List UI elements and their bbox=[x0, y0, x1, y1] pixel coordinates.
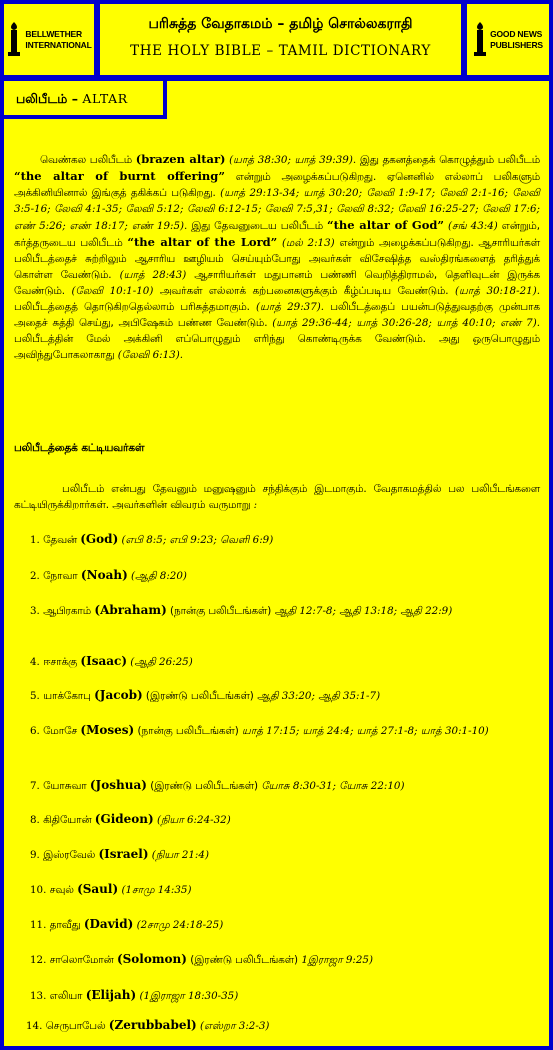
term-english: ALTAR bbox=[82, 91, 128, 106]
item-number: 10. bbox=[30, 884, 47, 896]
builder-name: சாலொமோன் bbox=[49, 954, 114, 966]
scripture-ref: (யாத் 29:37). bbox=[256, 301, 325, 313]
intro-text: வெண்கல பலிபீடம் bbox=[40, 154, 133, 166]
item-number: 13. bbox=[30, 990, 47, 1002]
builder-english-name: (God) bbox=[80, 532, 119, 546]
section-intro-text: பலிபீடம் என்பது தேவனும் மனுஷனும் சந்திக்கும் இடமாகும். வேதாகமத்தில் பல பலிபீடங்களை கட்டியிருக்கிறார்கள். அவர்களின் விவரம் வருமாறு bbox=[14, 483, 540, 511]
altar-count-note: (நான்கு பலிபீடங்கள்) bbox=[170, 605, 272, 617]
title-box bbox=[96, 0, 465, 79]
logo-left-line-2: INTERNATIONAL bbox=[25, 39, 92, 50]
list-item bbox=[30, 952, 540, 968]
scripture-ref: (1இராஜா 18:30-35) bbox=[139, 990, 239, 1002]
builder-name: மோசே bbox=[43, 725, 78, 737]
logo-right-line-2: PUBLISHERS bbox=[490, 39, 543, 50]
builder-english-name: (Noah) bbox=[80, 568, 128, 582]
builder-name: தாவீது bbox=[49, 919, 81, 931]
list-item bbox=[30, 847, 540, 863]
builder-name: ஆபிரகாம் bbox=[43, 605, 92, 617]
scripture-ref: ஆதி 33:20; ஆதி 35:1-7) bbox=[257, 690, 381, 702]
builder-name: ஈசாக்கு bbox=[43, 656, 78, 668]
scripture-ref: (ஆதி 26:25) bbox=[130, 656, 193, 668]
builder-english-name: (Solomon) bbox=[116, 952, 187, 966]
intro-text: அவர்கள் எல்லாக் கற்பனைகளுக்கும் கீழ்ப்படிய வேண்டும். bbox=[159, 285, 449, 297]
builder-name: செருபாபேல் bbox=[45, 1020, 106, 1032]
scripture-ref: (2சாமு 24:18-25) bbox=[136, 919, 224, 931]
list-item bbox=[30, 778, 540, 794]
english-term: “the altar of burnt offering” bbox=[14, 169, 225, 183]
intro-text: இது தகனத்தைக் கொழுத்தும் பலிபீடம் bbox=[359, 154, 541, 166]
builder-name: யாக்கோபு bbox=[43, 690, 91, 702]
item-number: 12. bbox=[30, 954, 47, 966]
builder-english-name: (Elijah) bbox=[85, 988, 137, 1002]
logo-right-line-1: GOOD NEWS bbox=[490, 28, 543, 39]
lamp-icon bbox=[6, 20, 22, 60]
intro-text: என்றும் அழைக்கப்படுகிறது. ஆசாரியர்கள் பலிபீடத்தைச் சுற்றிலும் ஆசாரிய ஊழியம் செய்யும்போது அவர்கள் விசேஷித்த வஸ்திரங்களைத் தரித்துக் கொள்ள வேண்டும். bbox=[14, 237, 541, 281]
section-heading-wrap bbox=[14, 442, 540, 455]
item-number: 8. bbox=[30, 814, 40, 826]
scripture-ref: (ஆதி 8:20) bbox=[131, 570, 187, 582]
section-heading: பலிபீடத்தைக் கட்டியவர்கள் bbox=[14, 442, 145, 454]
item-number: 7. bbox=[30, 780, 40, 792]
intro-text: ஆசாரியர்கள் மதுபானம் பண்ணி வெறித்திராமல், தெளிவுடன் இருக்க வேண்டும். bbox=[14, 269, 541, 297]
english-term: “the altar of the Lord” bbox=[127, 235, 278, 249]
scripture-ref: ஆதி 12:7-8; ஆதி 13:18; ஆதி 22:9) bbox=[274, 605, 453, 617]
item-number: 2. bbox=[30, 570, 40, 582]
list-item bbox=[30, 568, 540, 584]
intro-text: பலிபீடத்தைத் தொடுகிறதெல்லாம் பரிசுத்தமாகும். bbox=[14, 301, 250, 313]
scripture-ref: (லேவி 10:1-10) bbox=[71, 285, 154, 297]
builder-english-name: (Joshua) bbox=[89, 778, 147, 792]
intro-paragraph bbox=[14, 151, 540, 363]
builder-english-name: (Isaac) bbox=[80, 654, 128, 668]
item-number: 9. bbox=[30, 849, 40, 861]
builder-name: யோசுவா bbox=[43, 780, 87, 792]
intro-text: இது தேவனுடைய பலிபீடம் bbox=[191, 220, 324, 232]
lamp-icon bbox=[473, 20, 487, 60]
intro-text: என்றும், கர்த்தருடைய பலிபீடம் bbox=[14, 220, 540, 249]
scripture-ref: (நியா 21:4) bbox=[151, 849, 209, 861]
builder-english-name: (David) bbox=[83, 917, 134, 931]
builder-name: கிதியோன் bbox=[43, 814, 92, 826]
builder-name: எலியா bbox=[49, 990, 83, 1002]
section-intro-colon: : bbox=[253, 499, 258, 511]
item-number: 6. bbox=[30, 725, 40, 737]
intro-text: பலிபீடத்தைப் பயன்படுத்துவதற்கு முன்பாக அதைச் சுத்தி செய்து, அபிஷேகம் பண்ண வேண்டும். bbox=[14, 301, 540, 329]
scripture-ref: 1இராஜா 9:25) bbox=[301, 954, 374, 966]
item-number: 4. bbox=[30, 656, 40, 668]
list-item bbox=[30, 917, 540, 933]
item-number: 3. bbox=[30, 605, 40, 617]
scripture-ref: (யாத் 28:43) bbox=[119, 269, 187, 281]
builder-english-name: (Jacob) bbox=[94, 688, 143, 702]
english-term: “the altar of God” bbox=[326, 218, 445, 232]
altar-count-note: (இரண்டு பலிபீடங்கள்) bbox=[150, 780, 259, 792]
entry-term-tab bbox=[0, 77, 167, 119]
english-term: (brazen altar) bbox=[135, 152, 226, 166]
scripture-ref: (யாத் 38:30; யாத் 39:39). bbox=[229, 154, 357, 166]
scripture-ref: யாத் 17:15; யாத் 24:4; யாத் 27:1-8; யாத் 30:1-10) bbox=[242, 725, 489, 737]
title-english: THE HOLY BIBLE – TAMIL DICTIONARY bbox=[130, 43, 431, 59]
list-item bbox=[30, 688, 540, 704]
builder-name: தேவன் bbox=[43, 534, 77, 546]
list-item bbox=[30, 603, 553, 619]
list-item bbox=[30, 988, 540, 1004]
scripture-ref: (1சாமு 14:35) bbox=[121, 884, 192, 896]
scripture-ref: (யாத் 30:18-21). bbox=[455, 285, 540, 297]
scripture-ref: (சங் 43:4) bbox=[447, 220, 498, 232]
logo-left-line-1: BELLWETHER bbox=[25, 28, 82, 39]
scripture-ref: (மல் 2:13) bbox=[282, 237, 335, 249]
item-number: 11. bbox=[30, 919, 47, 931]
altar-count-note: (இரண்டு பலிபீடங்கள்) bbox=[190, 954, 299, 966]
term-separator: – bbox=[71, 91, 78, 106]
bellwether-logo bbox=[0, 0, 98, 79]
section-intro bbox=[14, 481, 540, 513]
scripture-ref: (நியா 6:24-32) bbox=[156, 814, 231, 826]
altar-count-note: (இரண்டு பலிபீடங்கள்) bbox=[145, 690, 254, 702]
title-tamil: பரிசுத்த வேதாகமம் – தமிழ் சொல்லகராதி bbox=[148, 16, 413, 32]
builder-english-name: (Gideon) bbox=[94, 812, 154, 826]
item-number: 5. bbox=[30, 690, 40, 702]
good-news-logo bbox=[463, 0, 553, 79]
builder-english-name: (Israel) bbox=[98, 847, 149, 861]
altar-count-note: (நான்கு பலிபீடங்கள்) bbox=[137, 725, 239, 737]
scripture-ref: (யாத் 29:36-44; யாத் 30:26-28; யாத் 40:10; எண் 7). bbox=[272, 317, 540, 329]
list-item bbox=[30, 723, 553, 739]
list-item bbox=[30, 654, 540, 670]
builder-english-name: (Zerubbabel) bbox=[108, 1018, 197, 1032]
intro-text: என்றும் அழைக்கப்படுகிறது. ஏனெனில் எல்லாப் பலிகளும் அக்கினியினால் இங்குத் தகிக்கப் படுகிறது. bbox=[14, 171, 540, 199]
item-number: 14. bbox=[26, 1020, 43, 1032]
scripture-ref: (யாத் 29:13-34; யாத் 30:20; லேவி 1:9-17; லேவி 2:1-16; லேவி 3:5-16; லேவி 4:1-35; லேவி 5:12; லேவி 6:12-15; லேவி 7:5,31; லேவி 8:32; லேவி 16:25-27; லேவி 17:6; எண் 5:26; எண் 18:17; எண் 19:5). bbox=[14, 187, 540, 232]
list-item bbox=[30, 882, 540, 898]
builder-name: இஸ்ரவேல் bbox=[43, 849, 96, 861]
term-tamil: பலிபீடம் bbox=[16, 91, 68, 106]
scripture-ref: (எபி 8:5; எபி 9:23; வெளி 6:9) bbox=[121, 534, 274, 546]
list-item bbox=[30, 532, 540, 548]
builder-english-name: (Abraham) bbox=[94, 603, 167, 617]
entry-content bbox=[14, 151, 540, 363]
item-number: 1. bbox=[30, 534, 40, 546]
list-item bbox=[30, 812, 540, 828]
intro-text: பலிபீடத்தின் மேல் அக்கினி எப்பொழுதும் எரிந்து கொண்டிருக்க வேண்டும். அது ஒருபொழுதும் அவிந்துபோகலாகாது bbox=[14, 333, 540, 361]
builder-name: நோவா bbox=[43, 570, 78, 582]
scripture-ref: (எஸ்றா 3:2-3) bbox=[200, 1020, 270, 1032]
builder-english-name: (Saul) bbox=[77, 882, 119, 896]
builder-name: சவுல் bbox=[49, 884, 74, 896]
builder-english-name: (Moses) bbox=[80, 723, 135, 737]
list-item bbox=[26, 1018, 540, 1034]
scripture-ref: (லேவி 6:13). bbox=[117, 349, 184, 361]
scripture-ref: யோசு 8:30-31; யோசு 22:10) bbox=[261, 780, 405, 792]
